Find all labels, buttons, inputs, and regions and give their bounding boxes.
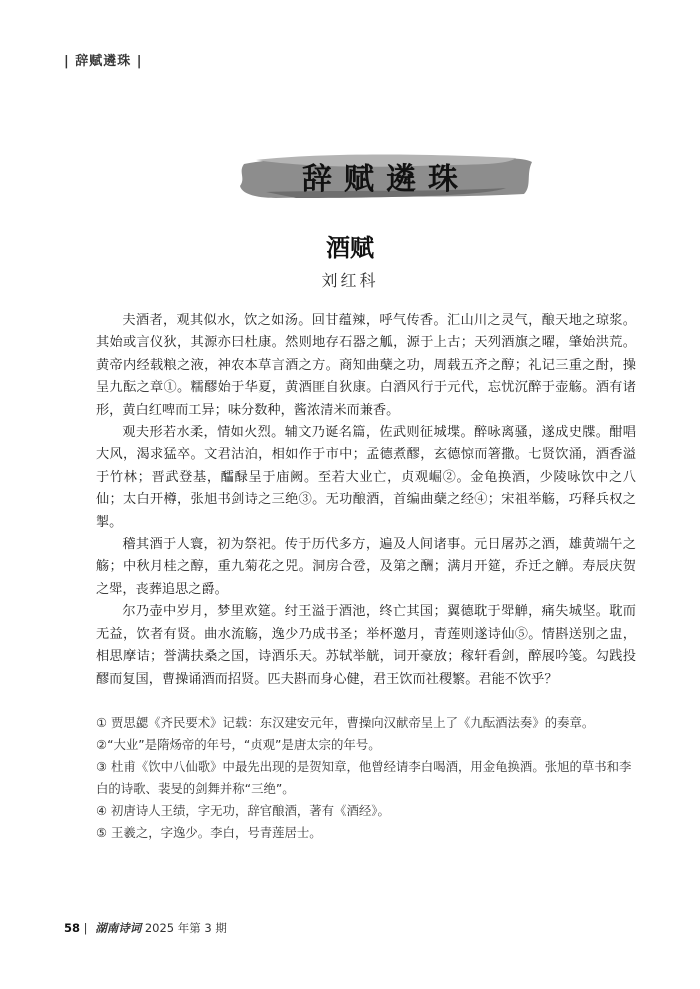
body-paragraph: 夫酒者，观其似水，饮之如汤。回甘蕴辣，呼气传香。汇山川之灵气，酿天地之琼浆。其始或言仪狄，其源亦曰杜康。然则地存石器之觚，源于上古；天列酒旗之曜，肇始洪荒。黄帝内经载粮之液，神农本草言酒之方。商知曲蘖之功，周载五齐之醇；礼记三重之酎，操呈九酝之章①。糯醪始于华夏，黄酒匪自狄康。白酒风行于元代，忘忧沉醉于壶觞。酒有诸形，黄白红啤而工异；味分数种，酱浓清米而兼香。 xyxy=(96,313,636,418)
page-number: 58 xyxy=(64,921,81,935)
article-author: 刘红科 xyxy=(321,271,379,290)
footnote: ②“大业”是隋炀帝的年号，“贞观”是唐太宗的年号。 xyxy=(96,737,381,752)
section-tag: | 辞赋遴珠 | xyxy=(64,54,143,69)
footnote: ① 贾思勰《齐民要术》记载：东汉建安元年，曹操向汉献帝呈上了《九酝酒法奏》的奏章。 xyxy=(96,715,595,730)
footnotes xyxy=(96,712,636,844)
footnote: ④ 初唐诗人王绩，字无功，辞官酿酒，著有《酒经》。 xyxy=(96,803,390,818)
footnote: ③ 杜甫《饮中八仙歌》中最先出现的是贺知章，他曾经请李白喝酒，用金龟换酒。张旭的草书和李白的诗歌、裴旻的剑舞并称“三绝”。 xyxy=(96,759,632,796)
footer-separator: | xyxy=(83,921,88,935)
page-footer xyxy=(64,920,227,936)
body-paragraph: 观夫形若水柔，情如火烈。辅文乃诞名篇，佐武则征城堞。醉咏离骚，遂成史牒。酣唱大风，渴求猛卒。文君沽泊，相如作于市中；孟德煮醪，玄德惊而箸撒。七贤饮涌，酒香溢于竹林；晋武登基，醽醁呈于庙阙。至若大业亡，贞观崛②。金龟换酒，少陵咏饮中之八仙；太白开樽，张旭书剑诗之三绝③。无功酿酒，首编曲蘖之经④；宋祖举觞，巧释兵权之掣。 xyxy=(96,425,636,530)
title-banner xyxy=(236,146,536,202)
article-title: 酒赋 xyxy=(326,233,374,262)
body-paragraph: 尔乃壶中岁月，梦里欢筵。纣王溢于酒池，终亡其国；翼德耽于斝觯，痛失城坚。耽而无益，饮者有贤。曲水流觞，逸少乃成书圣；举杯邀月，青莲则遂诗仙⑤。情斟送别之盅，相思摩诘；誉满扶桑之国，诗酒乐天。苏轼举觥，词开豪放；稼轩看剑，醉展吟笺。勾践投醪而复国，曹操诵酒而招贤。匹夫斟而身心健，君王饮而社稷繁。君能不饮乎？ xyxy=(96,604,636,687)
journal-name: 湖南诗词 xyxy=(95,921,142,935)
issue-label: 2025 年第 3 期 xyxy=(144,921,227,935)
footnote: ⑤ 王羲之，字逸少。李白，号青莲居士。 xyxy=(96,825,322,840)
article-body xyxy=(96,310,636,691)
body-paragraph: 稽其酒于人寰，初为祭祀。传于历代多方，遍及人间诸事。元日屠苏之酒，雄黄端午之觞；中秋月桂之醇，重九菊花之兕。洞房合卺，及第之酬；满月开筵，乔迁之觯。寿辰庆贺之斝，丧葬追思之爵。 xyxy=(96,537,636,597)
banner-calligraphy: 辞赋遴珠 xyxy=(302,162,470,197)
